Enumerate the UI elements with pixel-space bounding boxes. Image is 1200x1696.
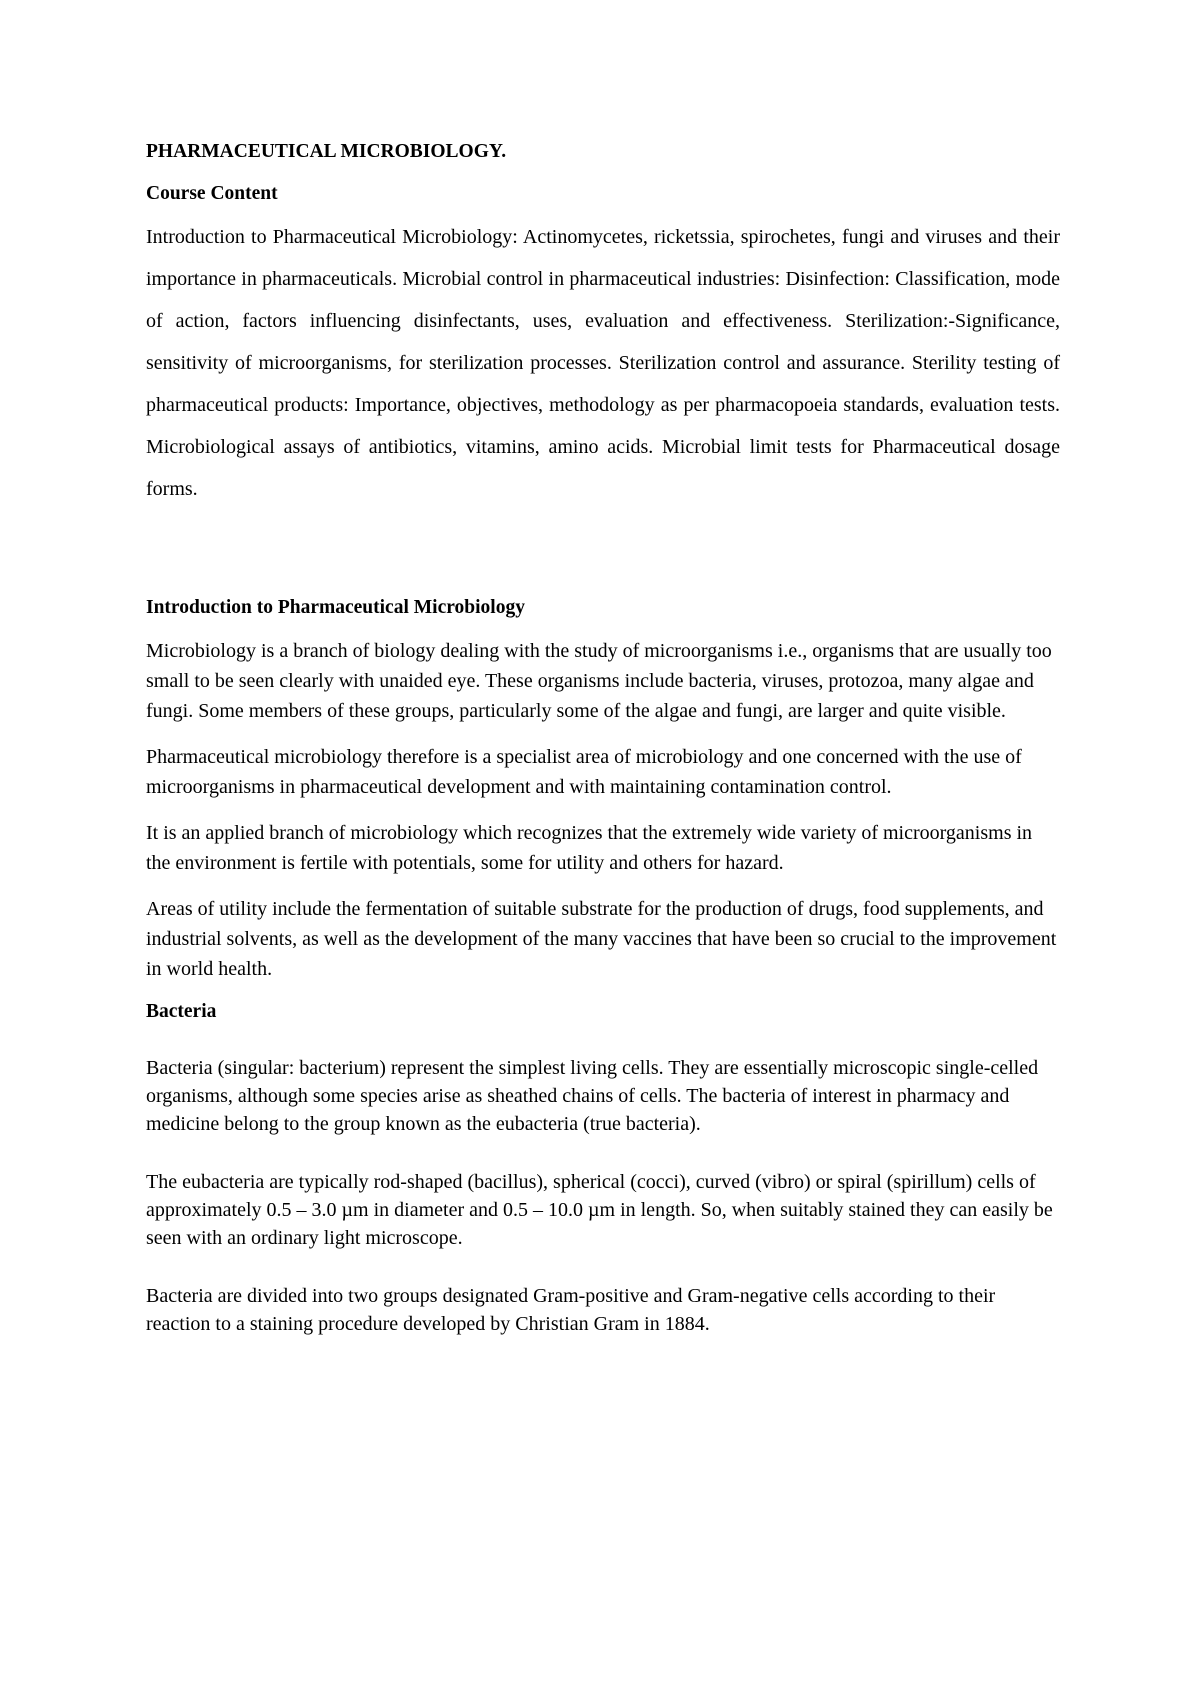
bacteria-paragraph-3: Bacteria are divided into two groups designated Gram-positive and Gram-negative cells according to their reaction to a staining procedure developed by Christian Gram in 1884. (146, 1285, 996, 1335)
bacteria-paragraph-2: The eubacteria are typically rod-shaped (bacillus), spherical (cocci), curved (vibro) or spiral (spirillum) cells of approximately 0.5 – 3.0 µm in diameter and 0.5 – 10.0 µm in length. So, when suitably stained they can easily be seen with an ordinary light microscope. (146, 1171, 1053, 1249)
intro-heading: Introduction to Pharmaceutical Microbiology (146, 597, 525, 618)
section-spacer (146, 510, 1060, 596)
document-title: PHARMACEUTICAL MICROBIOLOGY. (146, 141, 507, 162)
course-content-heading: Course Content (146, 183, 278, 204)
course-content-text: Introduction to Pharmaceutical Microbiology: Actinomycetes, ricketssia, spirochetes, fungi and viruses and their importance in pharmaceuticals. Microbial control in pharmaceutical industries: Disinfection: Classification, mode of action, factors influencing disinfectants, uses, evaluation and effectiveness. Sterilization:-Significance, sensitivity of microorganisms, for sterilization processes. Sterilization control and assurance. Sterility testing of pharmaceutical products: Importance, objectives, methodology as per pharmacopoeia standards, evaluation tests. Microbiological assays of antibiotics, vitamins, amino acids. Microbial limit tests for Pharmaceutical dosage forms. (146, 226, 1060, 500)
document-page (146, 140, 1060, 1368)
intro-paragraph-4: Areas of utility include the fermentation of suitable substrate for the production of drugs, food supplements, and industrial solvents, as well as the development of the many vaccines that have been so crucial to the improvement in world health. (146, 898, 1057, 980)
intro-paragraph-1: Microbiology is a branch of biology dealing with the study of microorganisms i.e., organisms that are usually too small to be seen clearly with unaided eye. These organisms include bacteria, viruses, protozoa, many algae and fungi. Some members of these groups, particularly some of the algae and fungi, are larger and quite visible. (146, 640, 1052, 722)
intro-paragraph-3: It is an applied branch of microbiology which recognizes that the extremely wide variety of microorganisms in the environment is fertile with potentials, some for utility and others for hazard. (146, 822, 1033, 874)
intro-paragraph-2: Pharmaceutical microbiology therefore is a specialist area of microbiology and one concerned with the use of microorganisms in pharmaceutical development and with maintaining contamination control. (146, 746, 1022, 798)
bacteria-heading: Bacteria (146, 1001, 217, 1022)
bacteria-paragraph-1: Bacteria (singular: bacterium) represent the simplest living cells. They are essentially microscopic single-celled organisms, although some species arise as sheathed chains of cells. The bacteria of interest in pharmacy and medicine belong to the group known as the eubacteria (true bacteria). (146, 1057, 1039, 1135)
